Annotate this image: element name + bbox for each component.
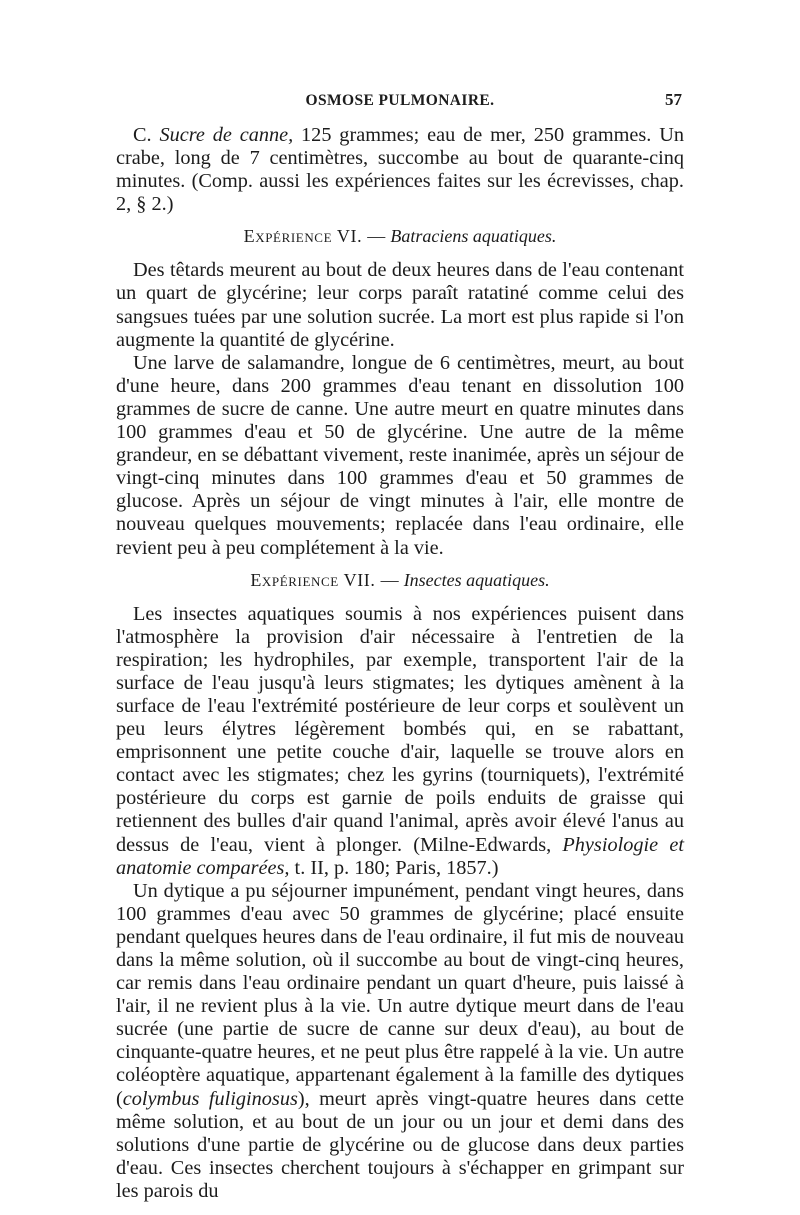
experience-label: Expérience VII. —: [250, 569, 400, 590]
citation-title: Physiologie et anatomie comparées,: [116, 833, 684, 879]
paragraph-sucre-de-canne: [116, 124, 684, 216]
item-label: C.: [133, 124, 152, 146]
experience-6-heading: [116, 225, 684, 248]
paragraph-dytique: [116, 880, 684, 1203]
book-page: [116, 90, 684, 1203]
running-header: [116, 90, 684, 116]
paragraph-text: t. II, p. 180; Paris, 1857.): [289, 856, 499, 879]
italic-term: Sucre de canne,: [159, 124, 294, 146]
paragraph-text: 125 grammes; eau de mer, 250 grammes. Un crabe, long de 7 centimètres, succombe au bout de quarante-cinq minutes. (Comp. aussi les expériences faites sur les écrevisses, chap. 2, § 2.): [116, 124, 684, 216]
paragraph-text: Les insectes aquatiques soumis à nos expériences puisent dans l'atmosphère la provision d'air nécessaire à l'entretien de la respiration; les hydrophiles, par exemple, transportent l'air de la surface de l'eau jusqu'à leurs stigmates; les dytiques amènent à la surface de l'eau l'extrémité postérieure de leur corps et soulèvent un peu leurs élytres légèrement bombés qui, en se rabattant, emprisonnent une petite couche d'air, laquelle se trouve alors en contact avec les stigmates; chez les gyrins (tourniquets), l'extrémité postérieure du corps est garnie de poils enduits de graisse qui retiennent des bulles d'air quand l'animal, après avoir élevé l'anus au dessus de l'eau, vient à plonger. (Milne-Edwards,: [116, 602, 684, 856]
paragraph-salamandre: Une larve de salamandre, longue de 6 centimètres, meurt, au bout d'une heure, dans 200 grammes d'eau tenant en dissolution 100 grammes de sucre de canne. Une autre meurt en quatre minutes dans 100 grammes d'eau et 50 de glycérine. Une autre de la même grandeur, en se débattant vivement, reste inanimée, après un séjour de vingt-cinq minutes dans 100 grammes d'eau et 50 grammes de glucose. Après un séjour de vingt minutes à l'air, elle montre de nouveau quelques mouvements; replacée dans l'eau ordinaire, elle revient peu à peu complétement à la vie.: [116, 351, 684, 559]
experience-title: Batraciens aquatiques.: [390, 226, 557, 247]
paragraph-insectes: [116, 603, 684, 880]
paragraph-text: Un dytique a pu séjourner impunément, pendant vingt heures, dans 100 grammes d'eau avec 50 grammes de glycérine; placé ensuite pendant quelques heures dans de l'eau ordinaire, il fut mis de nouveau dans la même solution, où il succombe au bout de vingt-cinq heures, car remis dans l'eau ordinaire pendant un quart d'heure, puis laissé à l'air, il ne revient plus à la vie. Un autre dytique meurt dans de l'eau sucrée (une partie de sucre de canne sur deux d'eau), au bout de cinquante-quatre heures, et ne peut plus être rappelé à la vie. Un autre coléoptère aquatique, appartenant également à la famille des dytiques (: [116, 879, 684, 1110]
experience-label: Expérience VI. —: [243, 226, 386, 247]
species-name: colymbus fuliginosus: [122, 1087, 298, 1110]
running-title: OSMOSE PULMONAIRE.: [305, 92, 495, 109]
page-number: 57: [665, 90, 682, 109]
paragraph-tetards: Des têtards meurent au bout de deux heures dans de l'eau contenant un quart de glycérine; leur corps paraît ratatiné comme celui des sangsues tuées par une solution sucrée. La mort est plus rapide si l'on augmente la quantité de glycérine.: [116, 259, 684, 351]
experience-7-heading: [116, 569, 684, 592]
experience-title: Insectes aquatiques.: [403, 569, 550, 590]
paragraph-text: ), meurt après vingt-quatre heures dans cette même solution, et au bout de un jour ou un jour et demi dans des solutions d'une partie de glycérine ou de glucose dans deux parties d'eau. Ces insectes cherchent toujours à s'échapper en grimpant sur les parois du: [116, 1087, 685, 1202]
